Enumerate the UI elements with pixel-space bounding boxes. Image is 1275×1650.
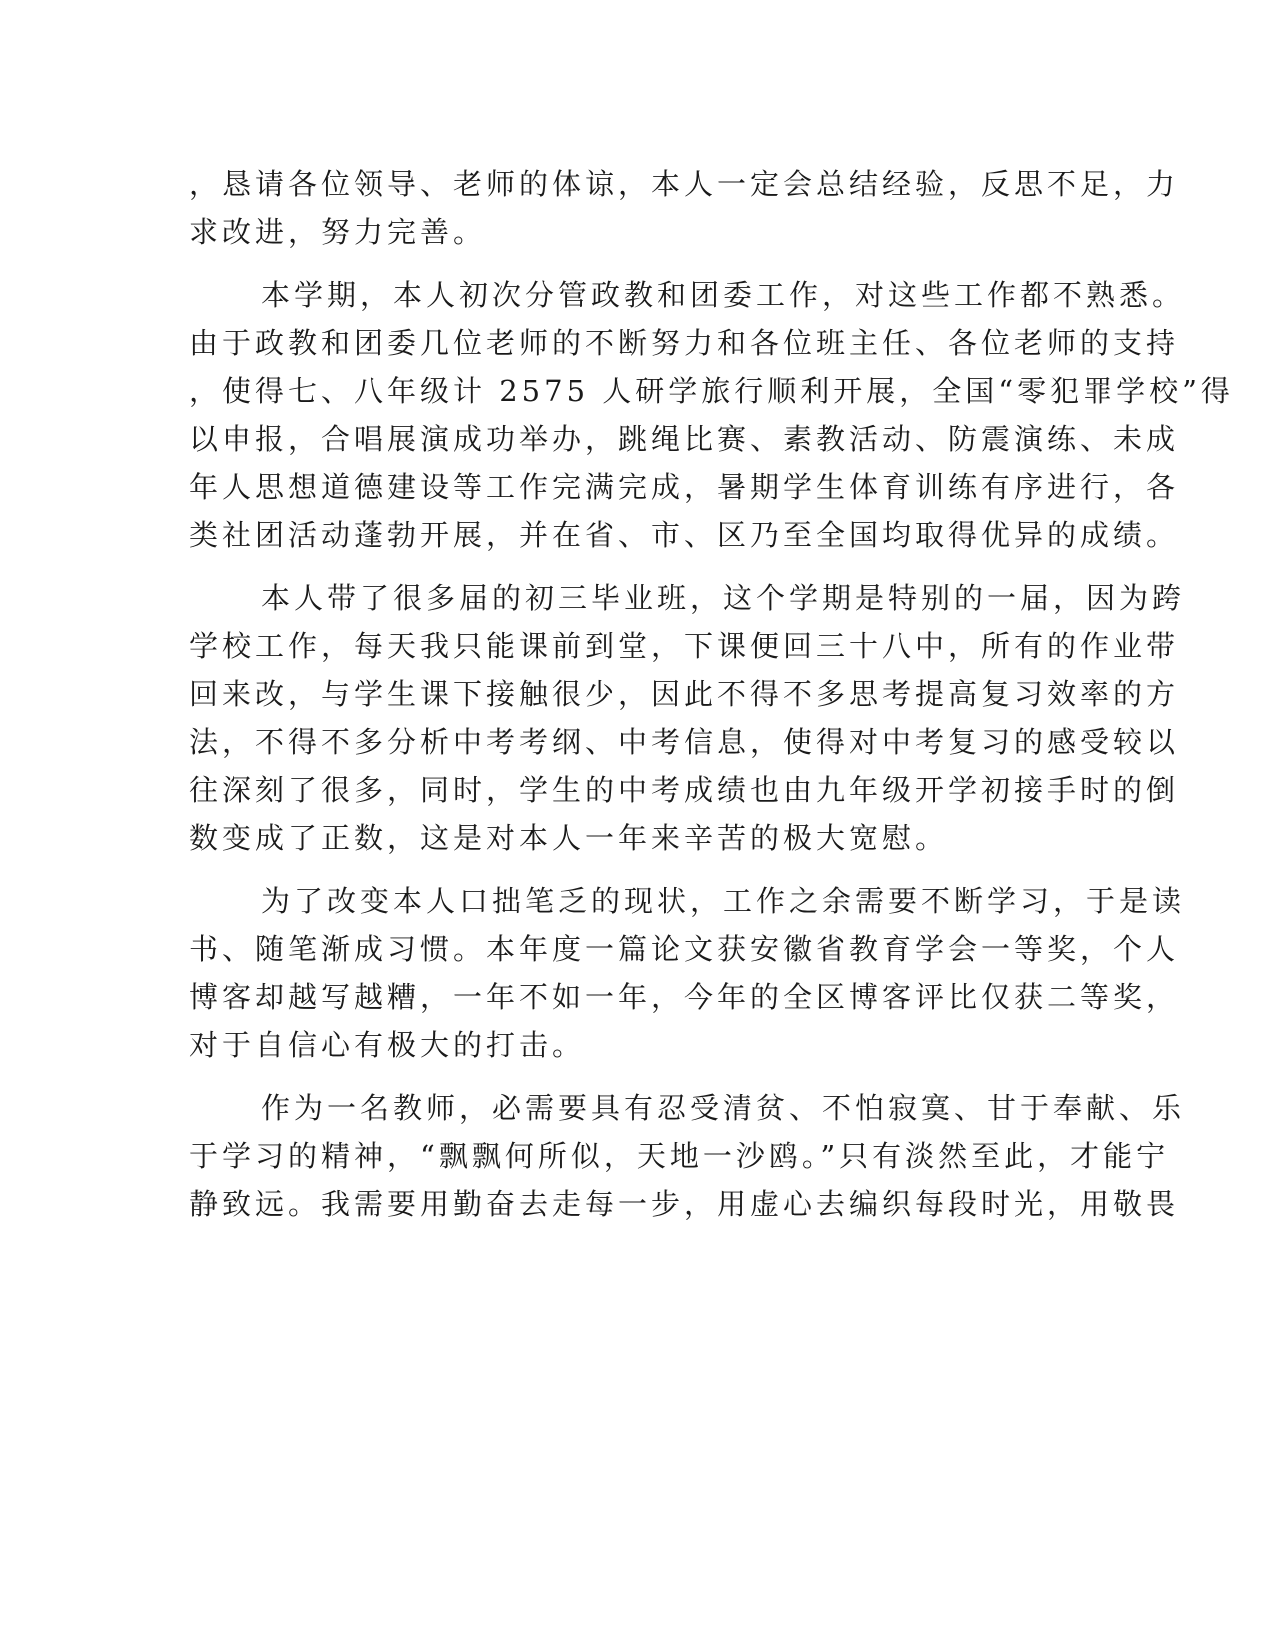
text-line: 类社团活动蓬勃开展，并在省、市、区乃至全国均取得优异的成绩。 (189, 518, 1180, 552)
text-line: 由于政教和团委几位老师的不断努力和各位班主任、各位老师的支持 (189, 326, 1180, 360)
text-line: 求改进，努力完善。 (189, 215, 487, 249)
text-line: 年人思想道德建设等工作完满完成，暑期学生体育训练有序进行，各 (189, 470, 1180, 504)
text-line: ，恳请各位领导、老师的体谅，本人一定会总结经验，反思不足，力 (189, 167, 1180, 201)
paragraph-learning (189, 877, 1186, 1069)
paragraph-teacher-spirit (189, 1084, 1186, 1228)
text-line: 静致远。我需要用勤奋去走每一步，用虚心去编织每段时光，用敬畏 (189, 1187, 1180, 1221)
paragraph-political-education (189, 271, 1234, 559)
text-line: 作为一名教师，必需要具有忍受清贫、不怕寂寞、甘于奉献、乐 (261, 1091, 1186, 1125)
text-line: 法，不得不多分析中考考纲、中考信息，使得对中考复习的感受较以 (189, 725, 1180, 759)
text-line: 以申报，合唱展演成功举办，跳绳比赛、素教活动、防震演练、未成 (189, 422, 1180, 456)
text-line: 往深刻了很多，同时，学生的中考成绩也由九年级开学初接手时的倒 (189, 773, 1180, 807)
text-line: ，使得七、八年级计 2575 人研学旅行顺利开展，全国“零犯罪学校”得 (189, 374, 1234, 408)
text-line: 于学习的精神，“飘飘何所似，天地一沙鸥。”只有淡然至此，才能宁 (189, 1139, 1170, 1173)
text-line: 为了改变本人口拙笔乏的现状，工作之余需要不断学习，于是读 (261, 884, 1186, 918)
paragraph-graduating-class (189, 574, 1186, 862)
text-line: 书、随笔渐成习惯。本年度一篇论文获安徽省教育学会一等奖，个人 (189, 932, 1180, 966)
paragraph-continued (189, 160, 1180, 256)
text-line: 本学期，本人初次分管政教和团委工作，对这些工作都不熟悉。 (261, 278, 1186, 312)
text-line: 回来改，与学生课下接触很少，因此不得不多思考提高复习效率的方 (189, 677, 1180, 711)
text-line: 数变成了正数，这是对本人一年来辛苦的极大宽慰。 (189, 821, 949, 855)
text-line: 学校工作，每天我只能课前到堂，下课便回三十八中，所有的作业带 (189, 629, 1180, 663)
document-body (189, 160, 1234, 1228)
text-line: 对于自信心有极大的打击。 (189, 1028, 586, 1062)
text-line: 博客却越写越糟，一年不如一年，今年的全区博客评比仅获二等奖， (189, 980, 1180, 1014)
text-line: 本人带了很多届的初三毕业班，这个学期是特别的一届，因为跨 (261, 581, 1186, 615)
